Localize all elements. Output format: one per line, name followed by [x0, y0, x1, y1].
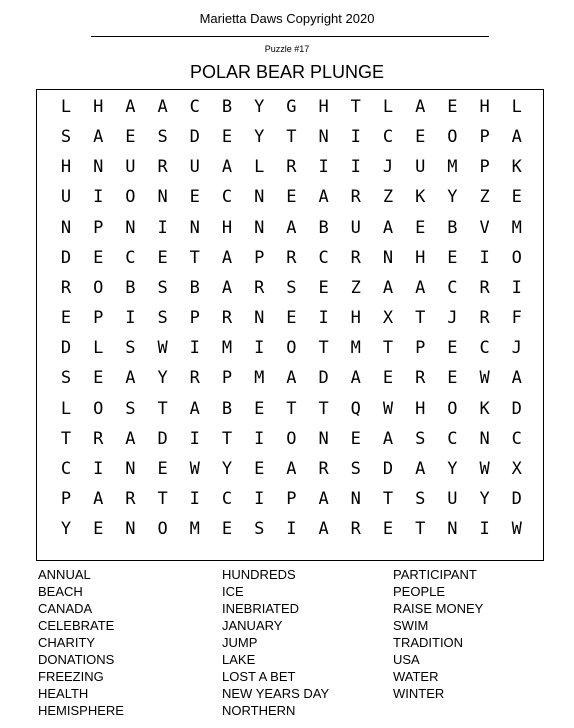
grid-letter: I: [350, 127, 361, 148]
grid-letter: I: [93, 458, 104, 479]
grid-letter: P: [479, 157, 490, 178]
grid-letter: M: [221, 338, 233, 359]
grid-letter: U: [189, 157, 200, 178]
word-list-item: NEW YEARS DAY: [222, 686, 330, 701]
word-list-item: LAKE: [222, 652, 256, 667]
grid-letter: A: [415, 277, 426, 298]
grid-letter: B: [221, 97, 233, 117]
grid-letter: R: [350, 247, 361, 268]
grid-letter: T: [382, 338, 394, 359]
grid-letter: L: [60, 398, 72, 419]
grid-letter: N: [350, 488, 361, 509]
grid-letter: C: [125, 247, 136, 268]
grid-letter: I: [254, 338, 265, 359]
grid-letter: C: [318, 247, 329, 268]
grid-letter: C: [221, 187, 233, 208]
grid-letter: I: [479, 247, 490, 268]
grid-letter: A: [511, 368, 522, 389]
grid-letter: K: [415, 187, 426, 208]
grid-letter: E: [221, 519, 233, 540]
grid-letter: W: [189, 458, 200, 479]
grid-letter: A: [382, 217, 394, 238]
grid-letter: S: [157, 127, 168, 148]
grid-letter: L: [511, 97, 522, 117]
word-list-item: NORTHERN: [222, 703, 296, 718]
grid-letter: O: [93, 398, 104, 419]
grid-letter: P: [415, 338, 426, 359]
grid-letter: E: [318, 277, 329, 298]
word-list-item: FREEZING: [38, 669, 104, 684]
grid-letter: R: [318, 458, 329, 479]
grid-letter: I: [350, 157, 361, 178]
word-list-item: CANADA: [38, 601, 93, 616]
grid-letter: I: [125, 308, 136, 329]
grid-letter: W: [511, 519, 522, 540]
grid-letter: N: [254, 187, 265, 208]
grid-letter: U: [415, 157, 426, 178]
grid-letter: S: [254, 519, 265, 540]
grid-letter: Y: [479, 488, 490, 509]
grid-letter: M: [350, 338, 361, 359]
word-list-item: DONATIONS: [38, 652, 115, 667]
grid-letter: R: [286, 157, 297, 178]
grid-letter: E: [189, 187, 200, 208]
grid-letter: F: [511, 308, 522, 329]
grid-letter: O: [286, 338, 297, 359]
grid-letter: B: [318, 217, 329, 238]
grid-letter: E: [93, 247, 104, 268]
grid-letter: E: [511, 187, 522, 208]
grid-letter: A: [286, 217, 297, 238]
grid-letter: Y: [447, 458, 458, 479]
grid-letter: Z: [479, 187, 490, 208]
grid-letter: U: [60, 187, 72, 208]
grid-letter: L: [93, 338, 104, 359]
grid-letter: A: [286, 368, 297, 389]
grid-letter: E: [221, 127, 233, 148]
word-list-item: ANNUAL: [38, 567, 91, 582]
grid-letter: A: [415, 97, 426, 117]
grid-letter: S: [157, 308, 168, 329]
grid-letter: R: [221, 308, 233, 329]
grid-letter: J: [447, 308, 458, 329]
grid-letter: O: [511, 247, 522, 268]
grid-letter: E: [382, 368, 394, 389]
word-list-item: USA: [393, 652, 420, 667]
grid-letter: P: [60, 488, 72, 509]
grid-letter: P: [93, 217, 104, 238]
grid-letter: E: [447, 247, 458, 268]
grid-letter: T: [415, 519, 426, 540]
grid-letter: T: [221, 428, 233, 449]
grid-letter: U: [125, 157, 136, 178]
grid-letter: L: [254, 157, 265, 178]
grid-letter: H: [479, 97, 490, 117]
grid-letter: C: [447, 428, 458, 449]
grid-letter: E: [157, 247, 168, 268]
grid-letter: Q: [350, 398, 361, 419]
word-list-item: WATER: [393, 669, 439, 684]
grid-letter: I: [318, 157, 329, 178]
grid-letter: N: [479, 428, 490, 449]
grid-letter: P: [93, 308, 104, 329]
grid-letter: R: [254, 277, 265, 298]
grid-letter: V: [479, 217, 490, 238]
grid-letter: O: [447, 398, 458, 419]
grid-letter: O: [286, 428, 297, 449]
grid-letter: D: [511, 398, 522, 419]
grid-letter: Y: [254, 97, 265, 117]
grid-letter: A: [125, 428, 136, 449]
grid-letter: Z: [350, 277, 361, 298]
word-search-grid: [36, 89, 544, 561]
grid-letter: A: [511, 127, 522, 148]
word-list-item: CELEBRATE: [38, 618, 115, 633]
grid-letter: T: [415, 308, 426, 329]
grid-letter: O: [93, 277, 104, 298]
grid-letter: W: [479, 458, 490, 479]
grid-letter: E: [447, 97, 458, 117]
grid-letter: T: [382, 488, 394, 509]
word-list-item: LOST A BET: [222, 669, 296, 684]
grid-letter: D: [189, 127, 200, 148]
grid-letter: A: [125, 368, 136, 389]
grid-letter: I: [157, 217, 168, 238]
grid-letter: A: [318, 519, 329, 540]
grid-letter: M: [189, 519, 200, 540]
word-list-item: TRADITION: [393, 635, 464, 650]
grid-letter: I: [511, 277, 522, 298]
grid-letter: S: [415, 488, 426, 509]
grid-letter: A: [415, 458, 426, 479]
grid-letter: D: [511, 488, 522, 509]
grid-letter: D: [318, 368, 329, 389]
grid-letter: B: [125, 277, 136, 298]
grid-letter: I: [254, 488, 265, 509]
grid-letter: N: [125, 519, 136, 540]
grid-letter: N: [382, 247, 394, 268]
grid-letter: R: [125, 488, 136, 509]
grid-letter: H: [318, 97, 329, 117]
grid-letter: Y: [60, 519, 72, 540]
grid-letter: H: [350, 308, 361, 329]
puzzle-number: Puzzle #17: [264, 44, 310, 54]
grid-letter: T: [318, 338, 329, 359]
grid-letter: T: [318, 398, 329, 419]
header-copyright: Marietta Daws Copyright 2020: [199, 11, 375, 26]
grid-letter: A: [318, 187, 329, 208]
grid-letter: A: [125, 97, 136, 117]
grid-letter: A: [286, 458, 297, 479]
word-list-item: JANUARY: [222, 618, 283, 633]
grid-letter: A: [350, 368, 361, 389]
grid-letter: I: [93, 187, 104, 208]
grid-letter: L: [60, 97, 72, 117]
grid-letter: P: [221, 368, 233, 389]
grid-letter: B: [189, 277, 200, 298]
grid-letter: E: [125, 127, 136, 148]
word-list-item: HEMISPHERE: [38, 703, 124, 718]
grid-letter: W: [157, 338, 168, 359]
grid-letter: E: [254, 458, 265, 479]
grid-letter: E: [447, 338, 458, 359]
word-list-item: HUNDREDS: [222, 567, 296, 582]
grid-letter: P: [189, 308, 200, 329]
grid-letter: E: [382, 519, 394, 540]
grid-letter: R: [60, 277, 72, 298]
grid-letter: E: [157, 458, 168, 479]
grid-letter: I: [318, 308, 329, 329]
grid-letter: H: [415, 247, 426, 268]
grid-letter: I: [189, 338, 200, 359]
grid-letter: J: [511, 338, 522, 359]
word-list-item: CHARITY: [38, 635, 96, 650]
grid-letter: N: [189, 217, 200, 238]
grid-letter: A: [382, 277, 394, 298]
grid-letter: L: [382, 97, 394, 117]
grid-letter: R: [157, 157, 168, 178]
grid-letter: C: [60, 458, 72, 479]
grid-letter: A: [221, 277, 233, 298]
grid-letter: H: [60, 157, 72, 178]
word-list-item: JUMP: [222, 635, 258, 650]
grid-letter: N: [125, 458, 136, 479]
grid-letter: G: [286, 97, 297, 117]
grid-letter: Y: [254, 127, 265, 148]
grid-letter: N: [93, 157, 104, 178]
grid-letter: E: [415, 217, 426, 238]
grid-letter: N: [318, 127, 329, 148]
grid-letter: C: [382, 127, 394, 148]
grid-letter: R: [479, 277, 490, 298]
grid-letter: D: [60, 247, 72, 268]
grid-letter: R: [415, 368, 426, 389]
grid-letter: D: [157, 428, 168, 449]
grid-letter: N: [318, 428, 329, 449]
grid-letter: E: [60, 308, 72, 329]
grid-letter: E: [286, 308, 297, 329]
grid-letter: E: [286, 187, 297, 208]
grid-letter: R: [286, 247, 297, 268]
grid-letter: P: [286, 488, 297, 509]
grid-letter: T: [286, 398, 297, 419]
grid-letter: A: [93, 488, 104, 509]
grid-letter: I: [189, 428, 200, 449]
grid-letter: J: [382, 157, 394, 178]
grid-letter: E: [415, 127, 426, 148]
grid-letter: M: [447, 157, 458, 178]
grid-letter: T: [350, 97, 361, 117]
grid-letter: S: [60, 368, 72, 389]
grid-letter: I: [189, 488, 200, 509]
grid-letter: Y: [447, 187, 458, 208]
grid-letter: R: [479, 308, 490, 329]
grid-letter: K: [511, 157, 522, 178]
grid-letter: A: [93, 127, 104, 148]
grid-letter: H: [93, 97, 104, 117]
grid-letter: S: [60, 127, 72, 148]
grid-letter: T: [189, 247, 200, 268]
grid-letter: T: [60, 428, 72, 449]
grid-letter: A: [221, 247, 233, 268]
grid-letter: U: [350, 217, 361, 238]
grid-letter: N: [157, 187, 168, 208]
grid-letter: S: [286, 277, 297, 298]
grid-letter: Y: [221, 458, 233, 479]
grid-letter: D: [60, 338, 72, 359]
grid-letter: U: [447, 488, 458, 509]
grid-letter: A: [189, 398, 200, 419]
grid-letter: E: [93, 368, 104, 389]
grid-letter: R: [350, 187, 361, 208]
grid-letter: E: [447, 368, 458, 389]
grid-letter: S: [125, 338, 136, 359]
grid-letter: C: [511, 428, 522, 449]
grid-letter: T: [157, 488, 168, 509]
word-list-item: PARTICIPANT: [393, 567, 477, 582]
grid-letter: K: [479, 398, 490, 419]
grid-letter: E: [254, 398, 265, 419]
grid-letter: N: [254, 217, 265, 238]
grid-letter: O: [125, 187, 136, 208]
grid-letter: W: [382, 398, 394, 419]
grid-letter: B: [221, 398, 233, 419]
grid-letter: T: [286, 127, 297, 148]
grid-letter: P: [479, 127, 490, 148]
grid-letter: I: [479, 519, 490, 540]
grid-letter: O: [157, 519, 168, 540]
grid-letter: A: [318, 488, 329, 509]
grid-letter: N: [125, 217, 136, 238]
grid-letter: I: [286, 519, 297, 540]
grid-letter: M: [511, 217, 522, 238]
grid-letter: A: [382, 428, 394, 449]
grid-letter: R: [93, 428, 104, 449]
grid-letter: P: [254, 247, 265, 268]
word-list-item: BEACH: [38, 584, 83, 599]
grid-letter: I: [254, 428, 265, 449]
grid-letter: S: [125, 398, 136, 419]
word-list-item: ICE: [222, 584, 244, 599]
word-list-item: SWIM: [393, 618, 429, 633]
grid-letter: R: [350, 519, 361, 540]
grid-letter: C: [479, 338, 490, 359]
grid-letter: C: [189, 97, 200, 117]
word-list-item: INEBRIATED: [222, 601, 300, 616]
grid-letter: D: [382, 458, 394, 479]
grid-letter: H: [221, 217, 233, 238]
grid-letter: C: [221, 488, 233, 509]
grid-letter: W: [479, 368, 490, 389]
word-list-item: RAISE MONEY: [393, 601, 484, 616]
word-list-column-2: [222, 566, 329, 719]
grid-letter: Z: [382, 187, 394, 208]
grid-letter: Y: [157, 368, 168, 389]
grid-letter: A: [221, 157, 233, 178]
grid-letter: X: [382, 308, 394, 329]
grid-letter: S: [415, 428, 426, 449]
grid-letter: B: [447, 217, 458, 238]
grid-letter: R: [189, 368, 200, 389]
grid-letter: E: [350, 428, 361, 449]
grid-letter: M: [254, 368, 265, 389]
grid-letter: C: [447, 277, 458, 298]
header-rule: [91, 36, 489, 37]
grid-letter: T: [157, 398, 168, 419]
grid-letter: S: [350, 458, 361, 479]
grid-letter: S: [157, 277, 168, 298]
grid-letter: E: [93, 519, 104, 540]
grid-letter: N: [254, 308, 265, 329]
grid-letter: N: [60, 217, 72, 238]
word-list-column-1: [38, 566, 124, 719]
word-list-column-3: [393, 566, 483, 702]
grid-letter: O: [447, 127, 458, 148]
word-list-item: PEOPLE: [393, 584, 446, 599]
word-list-item: WINTER: [393, 686, 445, 701]
grid-letter: N: [447, 519, 458, 540]
grid-letter: A: [157, 97, 168, 117]
grid-letter: H: [415, 398, 426, 419]
puzzle-title: POLAR BEAR PLUNGE: [189, 62, 385, 82]
grid-letter: X: [511, 458, 522, 479]
word-list-item: HEALTH: [38, 686, 89, 701]
